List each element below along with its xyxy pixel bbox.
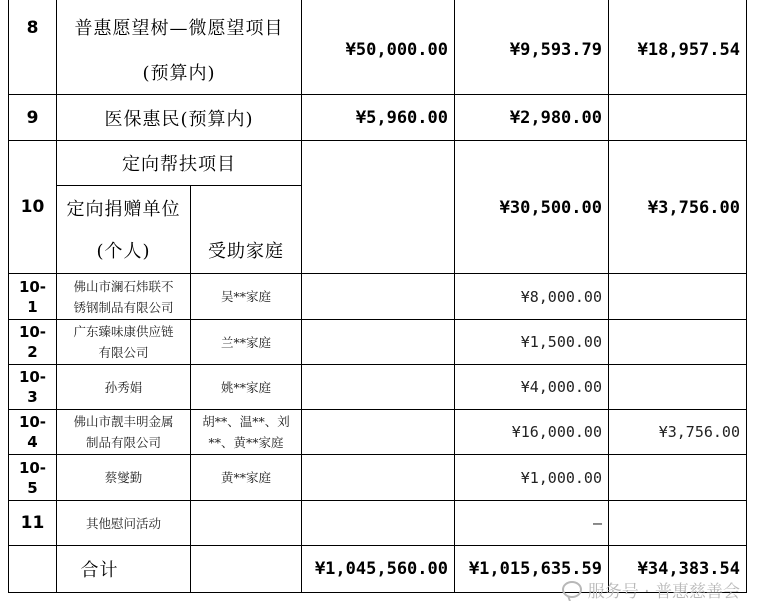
total-amount: ¥34,383.54 [637,559,740,579]
donor-line2: 有限公司 [98,345,149,360]
row-number: 9 [26,107,39,128]
amount-cell: — [592,514,602,532]
donor-header-line2: (个人) [96,241,151,262]
row-number-line2: 5 [27,478,38,497]
donor-cell: 蔡燮勤 [104,470,143,485]
row-number [9,320,56,364]
project-name-line2: (预算内) [142,63,216,84]
watermark-text: 服务号 · 普惠慈善会 [587,582,740,602]
donor-line2: 制品有限公司 [85,435,161,450]
row-number-line1: 10- [18,413,47,431]
row-number-line2: 1 [27,297,38,316]
amount-cell: ¥8,000.00 [520,287,602,306]
row-number: 11 [20,513,45,533]
amount-cell: ¥4,000.00 [520,378,602,396]
donor-cell [57,410,190,454]
project-name: 其他慰问活动 [85,515,161,531]
family-header: 受助家庭 [208,241,284,262]
row-number-line2: 3 [27,388,38,406]
amount-cell: ¥1,500.00 [520,333,602,351]
donor-line1: 佛山市靓丰明金属 [73,414,174,429]
amount-cell: ¥3,756.00 [658,423,740,441]
donor-cell [57,274,190,319]
amount-cell: ¥9,593.79 [509,40,602,60]
wechat-bubble-icon [562,581,582,598]
family-cell: 兰**家庭 [220,334,271,350]
amount-cell: ¥5,960.00 [355,107,448,128]
watermark [562,577,740,602]
project-name: 医保惠民(预算内) [104,108,254,130]
row-number-line2: 2 [27,343,38,361]
donor-cell [57,320,190,364]
grid-line [746,0,747,593]
family-cell: 姚**家庭 [220,379,271,395]
family-line1: 胡**、温**、刘 [202,414,290,429]
grid-line [301,0,302,593]
row-number: 8 [26,17,39,38]
family-cell [191,410,301,454]
row-number: 10 [20,197,45,217]
amount-cell: ¥16,000.00 [511,423,602,441]
row-number-line1: 10- [18,368,47,386]
row-number [9,455,56,500]
donor-cell: 孙秀娟 [104,379,143,395]
row-number-line2: 4 [27,433,38,451]
amount-cell: ¥1,000.00 [520,468,602,487]
amount-cell: ¥3,756.00 [647,197,740,218]
grid-line [608,0,609,593]
donor-line1: 佛山市澜石炜联不 [73,278,174,294]
row-number-line1: 10- [18,458,47,477]
row-number-line1: 10- [18,323,47,341]
project-name-line1: 普惠愿望树—微愿望项目 [74,18,284,39]
row-number [9,274,56,319]
row-number [9,365,56,409]
total-label: 合计 [80,560,119,581]
donor-line1: 广东臻味康供应链 [73,324,174,339]
project-title: 定向帮扶项目 [122,154,236,175]
family-cell: 黄**家庭 [220,470,271,485]
amount-cell: ¥50,000.00 [345,40,448,60]
amount-cell: ¥30,500.00 [499,197,602,218]
row-number [9,410,56,454]
row-number-line1: 10- [18,277,47,296]
donor-line2: 锈钢制品有限公司 [73,299,174,315]
amount-cell: ¥18,957.54 [637,40,740,60]
amount-cell: ¥2,980.00 [509,107,602,128]
family-line2: **、黄**家庭 [208,435,284,450]
total-amount: ¥1,015,635.59 [468,559,602,579]
amount-cell [609,95,746,140]
family-cell: 吴**家庭 [220,289,271,304]
donor-header-line1: 定向捐赠单位 [66,199,181,220]
total-amount: ¥1,045,560.00 [314,559,448,579]
